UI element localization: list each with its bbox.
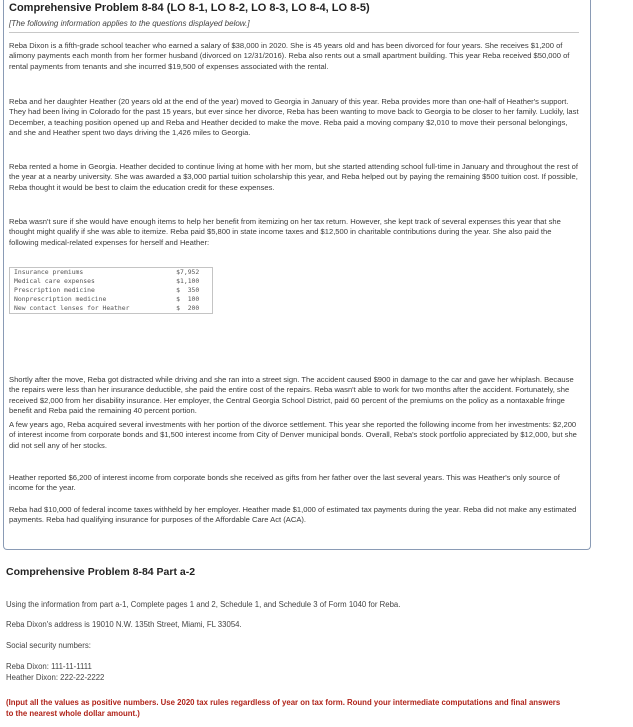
paragraph-itemize: Reba wasn't sure if she would have enough items to help her benefit from itemizing on her tax return. However, she kept track of several expenses this year that she thought might qualify if she was able to itemize. Reba paid $5,800 in state income taxes and $12,500 in charitable contributions during the year. She also paid the following medical-related expenses for herself and Heather: [9,217,561,247]
table-row [10,286,213,295]
expense-amount: $ 200 [176,304,200,312]
ssn-heading: Social security numbers: [6,641,91,650]
address-line: Reba Dixon's address is 19010 N.W. 135th Street, Miami, FL 33054. [6,620,242,629]
paragraph-withholding: Reba had $10,000 of federal income taxes withheld by her employer. Heather made $1,000 of estimated tax payments during the year. Reba did not make any estimated payments. Reba had qualifying insurance for purposes of the Affordable Care Act (ACA). [9,505,577,525]
expense-label: New contact lenses for Heather [14,304,130,312]
paragraph-move: Reba and her daughter Heather (20 years old at the end of the year) moved to Georgia in January of this year. Reba provides more than one-half of Heather's support. They had been living in Colorado for the past 15 years, but ever since her divorce, Reba has been wanting to move back to Georgia to be closer to her family. Luckily, last December, a teaching position opened up and Reba and Heather decided to make the move. Reba paid a moving company $2,010 to move their personal belongings, and she and Heather spent two days driving the 1,426 miles to Georgia. [9,97,579,138]
problem-title: Comprehensive Problem 8-84 (LO 8-1, LO 8-2, LO 8-3, LO 8-4, LO 8-5) [9,2,370,14]
expense-amount: $ 350 [176,286,200,294]
expense-amount: $ 100 [176,295,200,303]
expense-label: Prescription medicine [14,286,95,294]
problem-panel [3,0,591,550]
paragraph-heather-income: Heather reported $6,200 of interest income from corporate bonds she received as gifts from her father over the last several years. This was Heather's only source of income for the year. [9,473,560,493]
paragraph-school: Reba rented a home in Georgia. Heather decided to continue living at home with her mom, but she started attending school full-time in January and throughout the rest of the year at a nearby university. She was awarded a $3,000 partial tuition scholarship this year, and Reba helped out by paying the remaining $500 tuition cost. If possible, Reba thought it would be best to claim the education credit for these expenses. [9,162,579,192]
ssn-reba: Reba Dixon: 111-11-1111 [6,662,92,671]
part-title: Comprehensive Problem 8-84 Part a-2 [6,566,196,578]
ssn-heather: Heather Dixon: 222-22-2222 [6,673,105,682]
expense-label: Nonprescription medicine [14,295,107,303]
table-row [10,304,213,314]
expense-label: Insurance premiums [14,268,84,276]
intro-note: [The following information applies to the questions displayed below.] [9,19,579,33]
expense-label: Medical care expenses [14,277,95,285]
paragraph-investments: A few years ago, Reba acquired several investments with her portion of the divorce settlement. This year she reported the following income from her investments: $2,200 of interest income from corporate bonds and $1,500 interest income from City of Denver municipal bonds. Overall, Reba's stock portfolio appreciated by $12,000, but she did not sell any of her stocks. [9,420,577,450]
expense-amount: $1,100 [176,277,200,285]
part-instruction: Using the information from part a-1, Complete pages 1 and 2, Schedule 1, and Schedule 3 of Form 1040 for Reba. [6,600,401,609]
table-row [10,277,213,286]
table-row [10,295,213,304]
paragraph-accident: Shortly after the move, Reba got distracted while driving and she ran into a street sign. The accident caused $900 in damage to the car and gave her whiplash. Because the repairs were less than her insurance deductible, she paid the entire cost of the repairs. Reba wasn't able to work for two months after the accident. Fortunately, she received $2,000 from her disability insurance. Her employer, the Central Georgia School District, paid 60 percent of the premiums on the policy as a nontaxable fringe benefit and Reba paid the remaining 40 percent portion. [9,375,574,416]
paragraph-income: Reba Dixon is a fifth-grade school teacher who earned a salary of $38,000 in 2020. She is 45 years old and has been divorced for four years. She receives $1,200 of alimony payments each month from her former husband (divorced on 12/31/2016). Reba also rents out a small apartment building. This year Reba received $50,000 of rental payments from tenants and she incurred $19,500 of expenses associated with the rental. [9,41,570,71]
input-instructions-note: (Input all the values as positive numbers. Use 2020 tax rules regardless of year on tax form. Round your intermediate computations and final answers to the nearest whole dollar amount.) [6,698,561,718]
expense-amount: $7,952 [176,268,200,276]
table-row [10,268,213,278]
medical-expenses-table [9,267,213,314]
